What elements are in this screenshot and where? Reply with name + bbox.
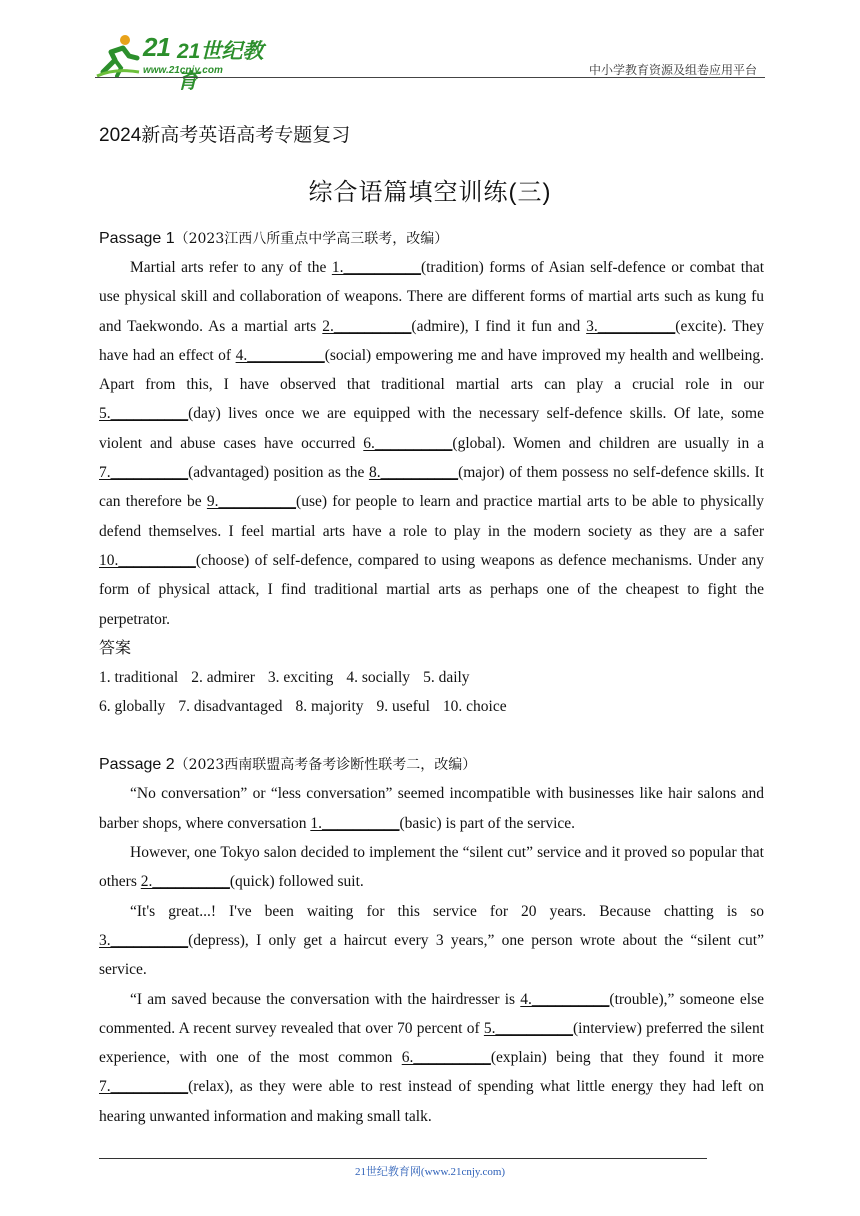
passage2-heading bbox=[99, 750, 764, 779]
answer-item: 8. majority bbox=[295, 698, 364, 716]
answer-item: 9. useful bbox=[376, 698, 430, 716]
passage2-source: （2023西南联盟高考备考诊断性联考二，改编） bbox=[174, 757, 477, 774]
document-title: 2024新高考英语高考专题复习 bbox=[99, 125, 351, 146]
passage2-paragraph bbox=[99, 897, 764, 985]
answer-item: 3. exciting bbox=[267, 668, 334, 686]
blank-field: 1.__________ bbox=[331, 259, 421, 276]
blank-field: 4.__________ bbox=[235, 346, 325, 364]
content-area bbox=[99, 224, 764, 1131]
answer-item: 6. globally bbox=[99, 698, 166, 716]
passage-text: However, one Tokyo salon decided to implement the “silent cut” service and it proved so popular that others bbox=[99, 844, 764, 891]
passage-text: (choose) of self-defence, compared to using weapons as defence mechanisms. Under any form of physical attack, I find traditional martial arts as perhaps one of the cheapest to fight the perpetrator. bbox=[99, 551, 764, 628]
answer-item: 7. disadvantaged bbox=[178, 698, 283, 716]
passage-text: (major) of them possess no self-defence skills. It can therefore be bbox=[99, 464, 764, 511]
passage-text: (admire), I find it fun and bbox=[411, 317, 587, 335]
passage1-body bbox=[99, 253, 764, 634]
blank-field: 10.__________ bbox=[99, 551, 196, 569]
passage-text: (depress), I only get a haircut every 3 years,” one person wrote about the “silent cut” service. bbox=[99, 931, 764, 979]
passage-text: (social) empowering me and have improved my health and wellbeing. Apart from this, I have observed that traditional martial arts can play a crucial role in our bbox=[99, 346, 765, 394]
blank-field: 8.__________ bbox=[368, 464, 459, 482]
passage-text: (explain) being that they found it more bbox=[490, 1049, 764, 1067]
answer-item: 1. traditional bbox=[99, 668, 179, 686]
blank-field: 6.__________ bbox=[363, 434, 453, 452]
blank-field: 2.__________ bbox=[322, 317, 412, 335]
footer-divider bbox=[99, 1158, 707, 1159]
answer-item: 5. daily bbox=[423, 668, 470, 686]
blank-field: 5.__________ bbox=[99, 405, 189, 423]
passage-text: (advantaged) position as the bbox=[188, 464, 369, 482]
blank-field: 7.__________ bbox=[99, 1078, 189, 1096]
header-divider bbox=[95, 77, 765, 78]
page-header bbox=[95, 30, 765, 93]
passage2-paragraph bbox=[99, 779, 764, 838]
header-tagline: 中小学教育资源及组卷应用平台 bbox=[588, 63, 757, 77]
logo-text: 21世纪教育 bbox=[177, 40, 264, 93]
footer-text[interactable]: 21世纪教育网(www.21cnjy.com) bbox=[354, 1166, 506, 1178]
passage-text: (use) for people to learn and practice martial arts to be able to physically defend themselves. I feel martial arts have a role to play in the modern society as they are a safer bbox=[99, 493, 764, 540]
passage-text: “No conversation” or “less conversation” seemed incompatible with businesses like hair salons and barber shops, where conversation bbox=[99, 785, 764, 832]
passage1-source: （2023江西八所重点中学高三联考，改编） bbox=[174, 231, 449, 247]
answer-item: 10. choice bbox=[442, 698, 507, 716]
runner-icon bbox=[95, 32, 141, 78]
blank-field: 5.__________ bbox=[483, 1019, 574, 1037]
blank-field: 6.__________ bbox=[401, 1049, 491, 1067]
passage-text: “It's great...! I've been waiting for this service for 20 years. Because chatting is so bbox=[130, 902, 764, 920]
passage-text: (day) lives once we are equipped with the necessary self-defence skills. Of late, some violent and abuse cases have occurred bbox=[99, 405, 764, 452]
main-title: 综合语篇填空训练(三) bbox=[308, 179, 552, 206]
passage2-title: Passage 2 bbox=[99, 756, 175, 774]
passage-text: (tradition) forms of Asian self-defence or combat that use physical skill and collaboration of weapons. There are different forms of martial arts such as kung fu and Taekwondo. As a martial arts bbox=[99, 259, 764, 335]
passage2-paragraph bbox=[99, 985, 764, 1131]
passage-text: (quick) followed suit. bbox=[229, 873, 364, 891]
answers-row-2 bbox=[99, 692, 764, 721]
passage1-title: Passage 1 bbox=[99, 230, 175, 247]
blank-field: 9.__________ bbox=[206, 493, 297, 511]
passage-text: (excite). They have had an effect of bbox=[99, 317, 764, 364]
blank-field: 1.__________ bbox=[310, 814, 400, 832]
passage-text: (relax), as they were able to rest instead of spending what little energy they had left on hearing unwanted information and making small talk. bbox=[99, 1078, 764, 1125]
passage-text: (basic) is part of the service. bbox=[399, 814, 576, 832]
passage1-heading bbox=[99, 224, 764, 253]
site-logo[interactable] bbox=[95, 32, 265, 93]
logo-url: www.21cnjy.com bbox=[143, 65, 223, 76]
blank-field: 7.__________ bbox=[99, 464, 189, 482]
passage2-body bbox=[99, 779, 764, 1131]
passage2-paragraph bbox=[99, 838, 764, 897]
answer-label: 答案 bbox=[99, 639, 132, 657]
passage-text: (global). Women and children are usually in a bbox=[452, 434, 764, 452]
passage-text: Martial arts refer to any of the bbox=[130, 259, 332, 276]
answer-item: 2. admirer bbox=[191, 668, 255, 686]
answers-row-1 bbox=[99, 663, 764, 692]
spacer bbox=[99, 721, 764, 750]
blank-field: 4.__________ bbox=[520, 990, 610, 1008]
blank-field: 3.__________ bbox=[99, 931, 189, 949]
passage-text: “I am saved because the conversation with the hairdresser is bbox=[130, 990, 521, 1008]
blank-field: 3.__________ bbox=[586, 317, 676, 335]
passage-text: (trouble),” someone else commented. A recent survey revealed that over 70 percent of bbox=[99, 990, 764, 1037]
logo-number: 21 bbox=[143, 32, 170, 62]
blank-field: 2.__________ bbox=[140, 873, 230, 891]
passage-text: (interview) preferred the silent experience, with one of the most common bbox=[99, 1019, 764, 1067]
answer-item: 4. socially bbox=[346, 668, 411, 686]
